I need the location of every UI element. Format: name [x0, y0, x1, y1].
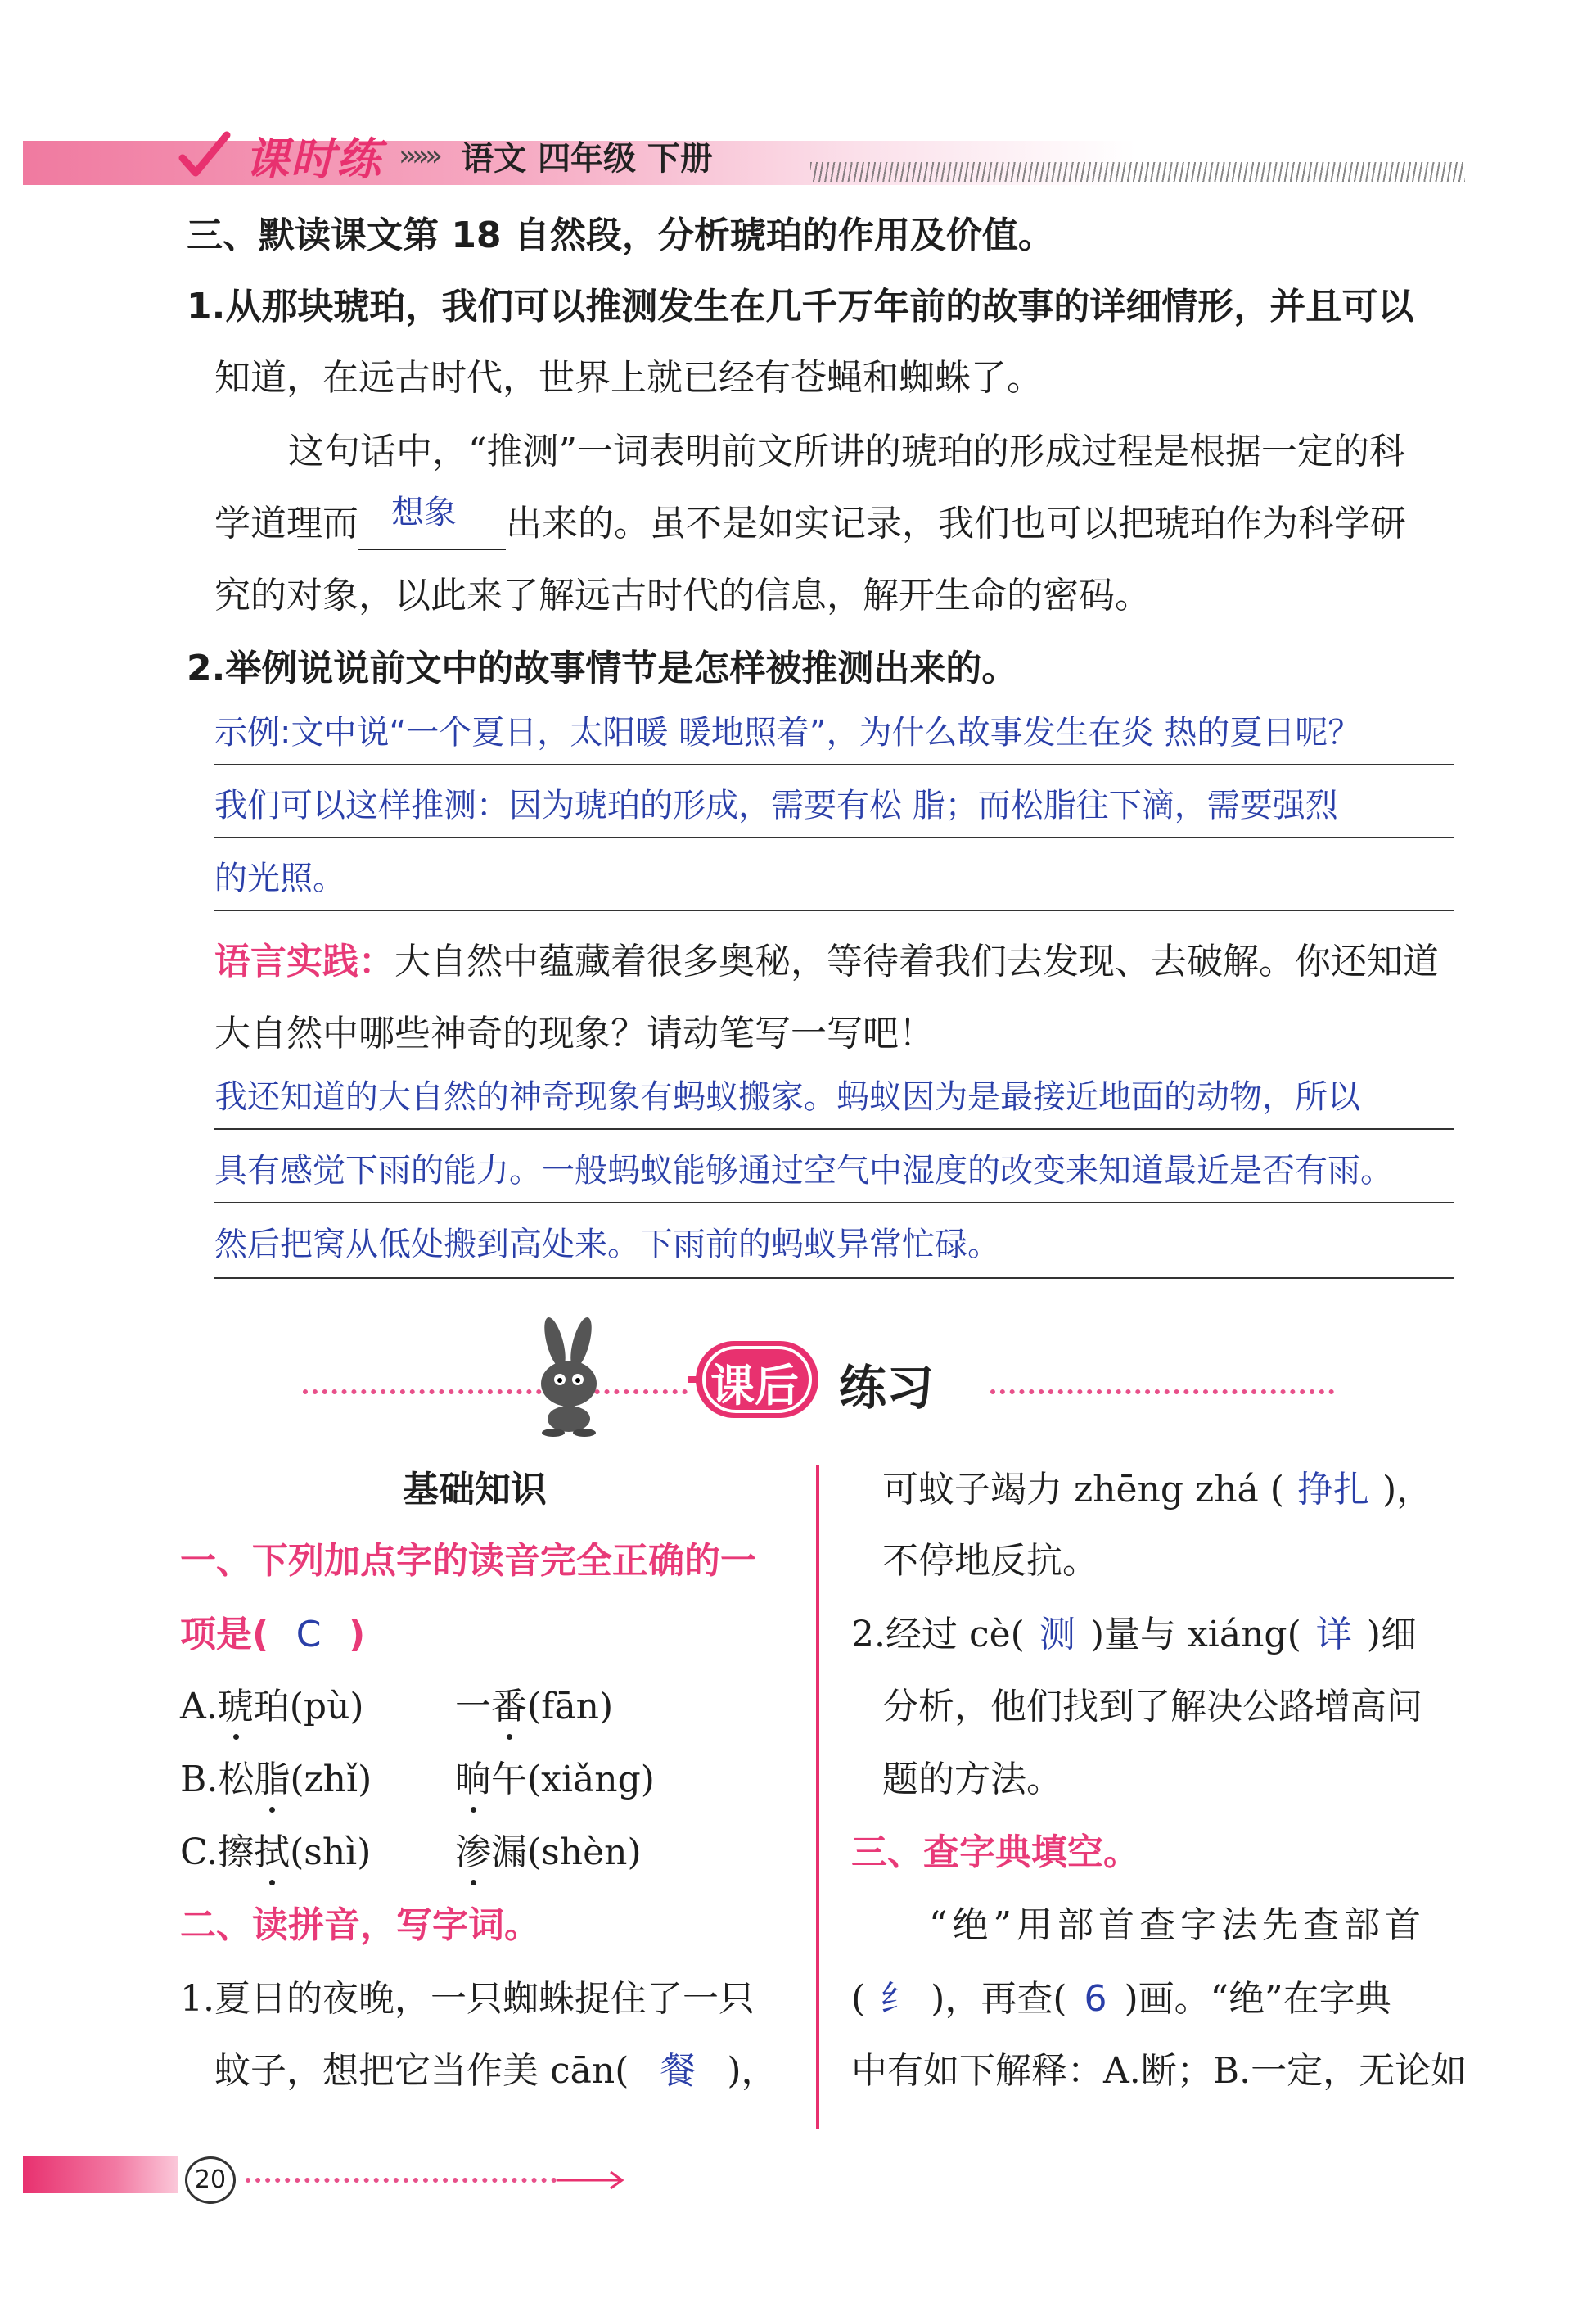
option-c: C.擦拭(shì)	[180, 1828, 371, 1877]
left-heading: 基础知识	[403, 1469, 547, 1510]
page-number: 20	[185, 2156, 236, 2204]
option-a-second: 一番(fān)	[455, 1682, 613, 1732]
column-divider	[816, 1465, 819, 2129]
q2-question: 2.举例说说前文中的故事情节是怎样被推测出来的。	[187, 648, 1018, 689]
right-q3-title: 三、查字典填空。	[851, 1831, 1139, 1873]
answer-can: 餐	[660, 2050, 697, 2092]
right-q2-line3: 题的方法。	[882, 1759, 1062, 1800]
footer-arrow-icon	[557, 2168, 630, 2192]
right-line1: 可蚊子竭力 zhēng zhá ( 挣扎 )，	[882, 1465, 1432, 1515]
answer-rule	[214, 1128, 1454, 1130]
answer-rule	[214, 910, 1454, 911]
left-q2-title: 二、读拼音，写字词。	[180, 1904, 540, 1946]
banner-dotline-right	[990, 1389, 1334, 1394]
q1-answer: C	[295, 1614, 322, 1655]
q1-line2: 知道，在远古时代，世界上就已经有苍蝇和蜘蛛了。	[214, 357, 1043, 399]
q1-line5: 究的对象，以此来了解远古时代的信息，解开生命的密码。	[214, 575, 1151, 616]
option-b-second: 晌午(xiǎng)	[455, 1755, 655, 1804]
section3-title: 三、默读课文第 18 自然段，分析琥珀的作用及价值。	[187, 214, 1054, 256]
header	[176, 123, 713, 188]
answer-zhengzha: 挣扎	[1296, 1469, 1369, 1510]
right-line2: 不停地反抗。	[882, 1540, 1098, 1582]
right-q2-line2: 分析，他们找到了解决公路增高问	[882, 1686, 1422, 1727]
answer-ce: 测	[1039, 1614, 1075, 1655]
left-q1-title-line1: 一、下列加点字的读音完全正确的一	[180, 1540, 756, 1582]
option-b: B.松脂(zhǐ)	[180, 1755, 372, 1804]
answer-rule	[214, 764, 1454, 765]
q1-line4: 学道理而 想象 出来的。虽不是如实记录，我们也可以把琥珀作为科学研	[214, 499, 1406, 550]
option-c-second: 渗漏(shèn)	[455, 1828, 642, 1877]
answer-rule	[214, 1277, 1454, 1279]
practice-prompt-line1: 语言实践：大自然中蕴藏着很多奥秘，等待着我们去发现、去破解。你还知道	[214, 941, 1439, 982]
q1-line3: 这句话中，“推测”一词表明前文所讲的琥珀的形成过程是根据一定的科	[288, 431, 1405, 472]
pencil-check-icon	[176, 127, 233, 184]
q2-answer-line2: 我们可以这样推测：因为琥珀的形成，需要有松 脂；而松脂往下滴，需要强烈	[214, 787, 1338, 824]
answer-radical: 纟	[880, 1978, 917, 2020]
banner-label-a: 课后	[710, 1360, 799, 1411]
banner-dotline-left	[303, 1389, 688, 1394]
arrows-icon: »»»	[399, 138, 439, 173]
right-q3-line2: ( 纟 )，再查( 6 )画。“绝”在字典	[851, 1975, 1391, 2024]
right-q3-line3: 中有如下解释：A.断；B.一定，无论如	[851, 2050, 1468, 2092]
right-q2-line1: 2.经过 cè( 测 )量与 xiáng( 详 )细	[851, 1610, 1417, 1660]
practice-prompt-line2: 大自然中哪些神奇的现象？请动笔写一写吧！	[214, 1013, 935, 1054]
footer-bar	[23, 2156, 178, 2193]
q2-answer-line1: 示例:文中说“一个夏日，太阳暖 暖地照着”，为什么故事发生在炎 热的夏日呢？	[214, 714, 1361, 752]
right-q3-line1: “绝”用部首查字法先查部首	[929, 1904, 1426, 1946]
banner-label-b: 练习	[839, 1360, 935, 1416]
left-q1-title-line2: 项是( C )	[180, 1610, 365, 1660]
footer-dotline	[246, 2178, 557, 2183]
series-logo: 课时练	[245, 133, 382, 185]
answer-rule	[214, 1202, 1454, 1203]
practice-answer-line1: 我还知道的大自然的神奇现象有蚂蚁搬家。蚂蚁因为是最接近地面的动物，所以	[214, 1078, 1360, 1116]
answer-strokes: 6	[1084, 1978, 1107, 2020]
left-q2-item1-line1: 1.夏日的夜晚，一只蜘蛛捉住了一只	[180, 1978, 755, 2020]
q2-answer-line3: 的光照。	[214, 860, 345, 897]
subject-grade: 语文 四年级 下册	[461, 139, 713, 178]
q1-line1: 1.从那块琥珀，我们可以推测发生在几千万年前的故事的详细情形，并且可以	[187, 286, 1414, 327]
answer-rule	[214, 837, 1454, 838]
answer-blank: 想象	[358, 499, 506, 550]
rabbit-mascot-icon	[524, 1314, 614, 1437]
left-q2-item1-line2: 蚊子，想把它当作美 cān( 餐 )，	[214, 2047, 778, 2096]
practice-answer-line2: 具有感觉下雨的能力。一般蚂蚁能够通过空气中湿度的改变来知道最近是否有雨。	[214, 1152, 1393, 1190]
practice-answer-line3: 然后把窝从低处搬到高处来。下雨前的蚂蚁异常忙碌。	[214, 1226, 1000, 1263]
answer-xiang: 详	[1315, 1614, 1352, 1655]
option-a: A.琥珀(pù)	[180, 1682, 364, 1732]
header-hatch	[810, 162, 1465, 182]
